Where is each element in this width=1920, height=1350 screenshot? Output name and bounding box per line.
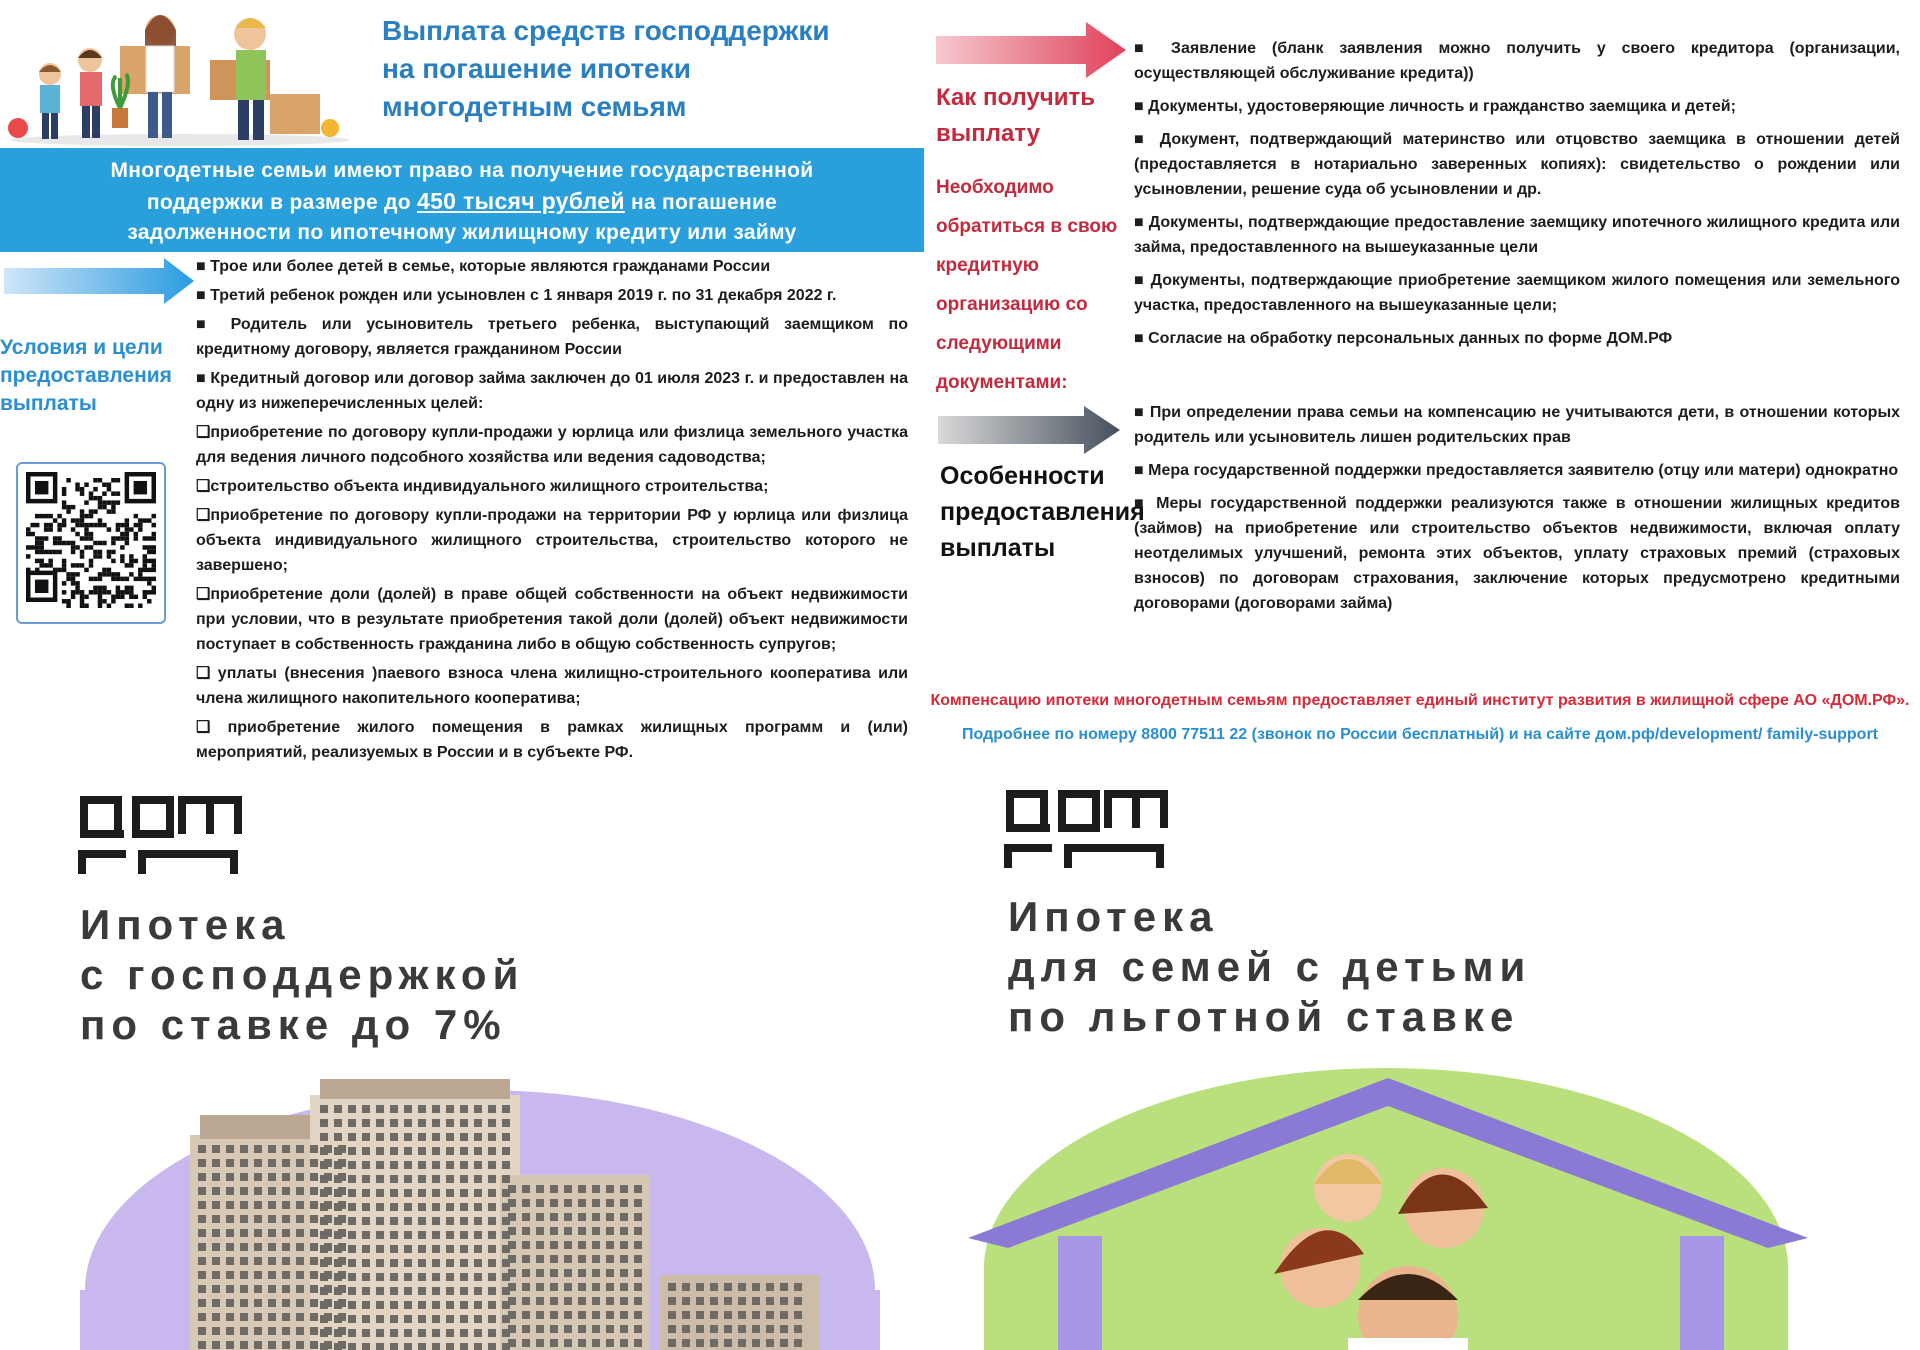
condition-item: ❑приобретение по договору купли-продажи на территории РФ у юрлица или физлица объекта индивидуального жилищного строительства, строительство которого не завершено; <box>196 507 908 574</box>
document-item: ■ Документ, подтверждающий материнство или отцовство заемщика в отношении детей (предоставляется в нотариально заверенных копиях): свидетельство о рождении или усыновлении, решение суда об усыновлении и др. <box>1134 131 1900 198</box>
feature-item: ■ При определении права семьи на компенсацию не учитываются дети, в отношении которых родитель или усыновитель лишен родительских прав <box>1134 404 1900 446</box>
conditions-label: Условия и цели предоставления выплаты <box>0 336 172 415</box>
banner-line: задолженности по ипотечному жилищному кредиту или займу <box>127 221 797 244</box>
headline-line: Ипотека <box>1008 893 1219 940</box>
ad-right-headline <box>1008 892 1908 1042</box>
how-to-instruction: Необходимо обратиться в свою кредитную организацию со следующими документами: <box>936 177 1118 393</box>
headline-line: для семей с детьми <box>1008 943 1532 990</box>
condition-item: ❑приобретение по договору купли-продажи у юрлица или физлица земельного участка для ведения личного подсобного хозяйства или ведения садоводства; <box>196 424 908 466</box>
headline-line: по льготной ставке <box>1008 993 1520 1040</box>
condition-item: ■ Третий ребенок рожден или усыновлен с 1 января 2019 г. по 31 декабря 2022 г. <box>196 287 837 304</box>
contact-info: Подробнее по номеру 8800 77511 22 (звонок по России бесплатный) и на сайте дом.рф/development/ family-support <box>961 726 1879 743</box>
support-amount: 450 тысяч рублей <box>416 188 625 214</box>
arrow-right-icon <box>938 406 1120 454</box>
banner-text: на погашение <box>624 191 778 214</box>
banner-line <box>0 186 924 218</box>
qr-code-image <box>26 472 156 614</box>
condition-item: ❑строительство объекта индивидуального жилищного строительства; <box>196 478 769 495</box>
family-illustration <box>0 0 360 146</box>
banner-line: Многодетные семьи имеют право на получение государственной <box>110 159 814 182</box>
features-title: Особенности предоставления выплаты <box>940 462 1145 562</box>
condition-item: ■ Трое или более детей в семье, которые являются гражданами России <box>196 258 771 275</box>
apartment-buildings-image <box>80 1075 880 1350</box>
title-line: многодетным семьям <box>382 91 687 122</box>
feature-item: ■ Мера государственной поддержки предоставляется заявителю (отцу или матери) однократно <box>1134 462 1899 479</box>
headline-line: Ипотека <box>80 901 291 948</box>
family-house-image <box>968 1038 1920 1350</box>
arrow-right-icon <box>4 258 194 304</box>
condition-item: ■ Родитель или усыновитель третьего ребенка, выступающий заемщиком по кредитному договору, является гражданином России <box>196 316 908 358</box>
document-item: ■ Согласие на обработку персональных данных по форме ДОМ.РФ <box>1134 330 1673 347</box>
condition-item: ❑ уплаты (внесения )паевого взноса члена жилищно-строительного кооператива или члена жилищного накопительного кооператива; <box>196 665 908 707</box>
document-item: ■ Документы, удостоверяющие личность и гражданство заемщика и детей; <box>1134 98 1736 115</box>
title-line: на погашение ипотеки <box>382 53 691 84</box>
document-item: ■ Документы, подтверждающие предоставление заемщику ипотечного жилищного кредита или займа, предоставленного на вышеуказанные цели <box>1134 214 1900 256</box>
dom-rf-logo <box>1004 786 1170 868</box>
condition-item: ❑приобретение доли (долей) в праве общей собственности на объект недвижимости при условии, что в результате приобретения такой доли (долей) объект недвижимости поступает в собственность гражданина либо в общую собственность супругов; <box>196 586 908 653</box>
qr-code[interactable] <box>16 462 166 624</box>
condition-item: ■ Кредитный договор или договор займа заключен до 01 июля 2023 г. и предоставлен на одну из нижеперечисленных целей: <box>196 370 908 412</box>
documents-list <box>1134 36 1900 359</box>
conditions-list <box>196 254 908 769</box>
feature-item: ■ Меры государственной поддержки реализуются также в отношении жилищных кредитов (займов) на приобретение или строительство объектов недвижимости, включая оплату неотделимых улучшений, ремонта этих объектов, уплату страховых премий (страховых взносов) по договорам страхования, заключение которых предусмотрено кредитными договорами (договорами займа) <box>1134 495 1900 612</box>
features-list <box>1134 400 1900 624</box>
ad-left-headline <box>80 900 840 1050</box>
document-item: ■ Документы, подтверждающие приобретение заемщиком жилого помещения или земельного участка, предоставленного на вышеуказанные цели; <box>1134 272 1900 314</box>
condition-item: ❑ приобретение жилого помещения в рамках жилищных программ и (или) мероприятий, реализуемых в России и в субъекте РФ. <box>196 719 908 761</box>
dom-rf-logo <box>78 792 244 874</box>
page-title <box>382 12 902 126</box>
title-line: Выплата средств господдержки <box>382 15 830 46</box>
compensation-note: Компенсацию ипотеки многодетным семьям предоставляет единый институт развития в жилищной сфере АО «ДОМ.РФ». <box>930 692 1910 709</box>
headline-line: с господдержкой <box>80 951 525 998</box>
how-to-title: Как получить выплату <box>936 84 1095 147</box>
arrow-right-icon <box>936 22 1126 78</box>
banner-text: поддержки в размере до <box>146 191 417 214</box>
support-banner <box>0 148 924 252</box>
headline-line: по ставке до 7% <box>80 1001 507 1048</box>
document-item: ■ Заявление (бланк заявления можно получить у своего кредитора (организации, осуществляющей обслуживание кредита)) <box>1134 40 1900 82</box>
